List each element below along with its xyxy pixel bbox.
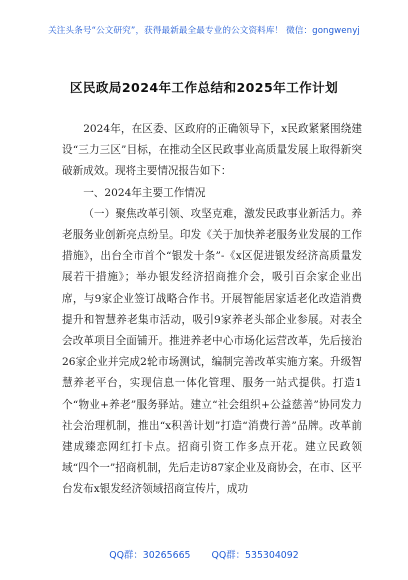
- qq-group-1: QQ群：30265665: [109, 550, 191, 561]
- promo-banner: 关注头条号“公文研究”，获得最新最全最专业的公文资料库！ 微信：gongwenyj: [48, 26, 360, 36]
- body-paragraph: （一）聚焦改革引领、攻坚克难，激发民政事业新活力。养老服务业创新亮点纷呈。印发《关于加快养老服务业发展的工作措施》，出台全市首个“银发十条”-《x区促进银发经济高质量发展若干措施》；举办银发经济招商推介会，吸引百余家企业出席，与9家企业签订战略合作书。开展智能居家适老化改造消费提升和智慧养老集市活动，吸引9家养老头部企业参展。对表全会改革项目全面铺开。推进养老中心市场化运营改革，先后接治26家企业并完成2轮市场测试，编制完善改革实施方案。升级智慧养老平台，实现信息一体化管理、服务一站式提供。打造1个“物业+养老”服务驿站。建立“社会组织+公益慈善”协同发力社会治理机制，推出“x积善计划”打造“消费行善”品牌。改革前建成臻恋网红打卡点。招商引资工作多点开花。建立民政领域“四个一”招商机制，先后走访87家企业及商协会，在市、区平台发布x银发经济领域招商宣传片，成功: [62, 207, 362, 496]
- document-body: [62, 119, 362, 501]
- intro-paragraph: 2024年，在区委、区政府的正确领导下，x民政紧紧围绕建设“三力三区”目标，在推动全区民政事业高质量发展上取得新突破新成效。现将主要情况报告如下：: [62, 123, 362, 178]
- document-title: 区民政局2024年工作总结和2025年工作计划: [69, 80, 339, 95]
- footer-qq-groups: [0, 547, 408, 561]
- qq-group-2: QQ群：535304092: [211, 550, 299, 561]
- section-heading: 一、2024年主要工作情况: [83, 186, 206, 199]
